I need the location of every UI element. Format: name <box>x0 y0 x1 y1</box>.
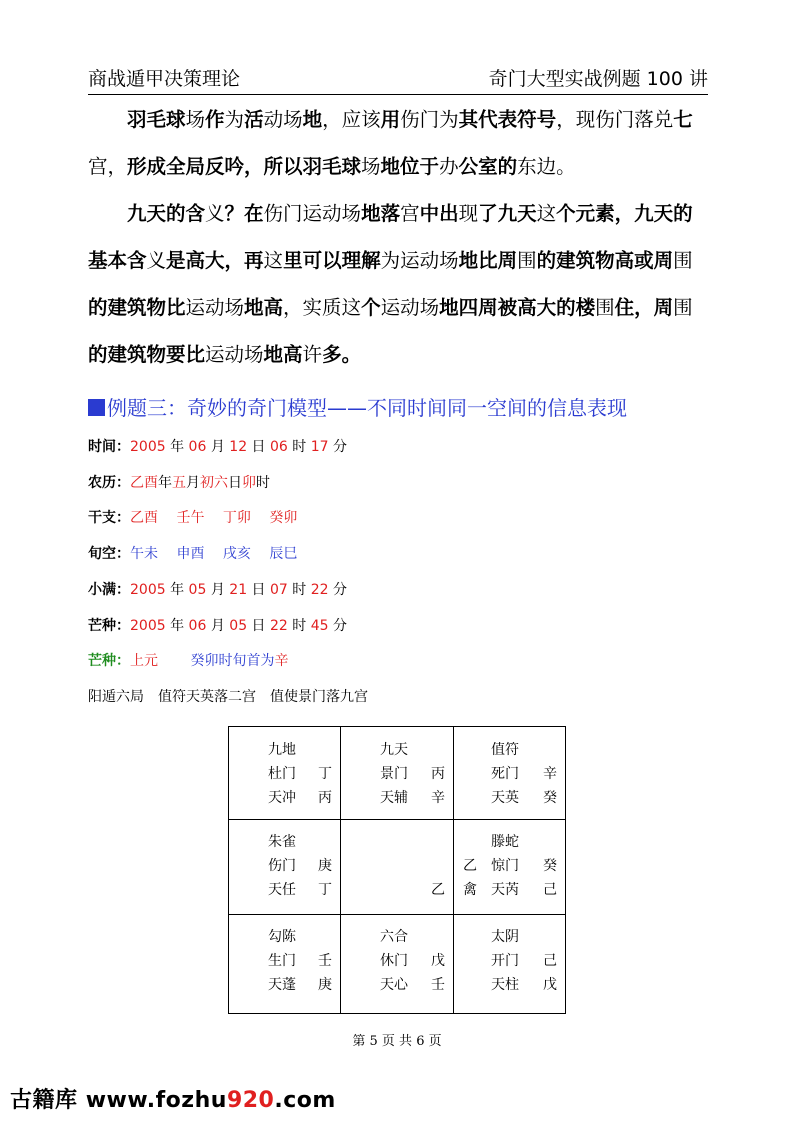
text-run: 义 <box>205 202 225 225</box>
info-label: 干支： <box>88 510 130 527</box>
palace-door-stem: 壬 <box>318 953 332 969</box>
site-logo[interactable] <box>10 1083 336 1114</box>
square-bullet-icon <box>88 399 105 416</box>
info-value: 21 <box>229 581 248 598</box>
qimen-grid <box>228 726 566 1014</box>
palace-cell <box>228 819 340 911</box>
palace-cell <box>340 819 453 911</box>
palace-star-stem: 庚 <box>318 977 332 993</box>
text-run: 地落 <box>361 202 401 225</box>
text-run: 其代表符号 <box>458 108 557 131</box>
text-run: 公室的 <box>458 155 518 178</box>
text-run: 为 <box>224 108 245 131</box>
palace-cell <box>228 727 340 819</box>
info-label: 芒种： <box>88 653 130 670</box>
example-heading-text: 例题三：奇妙的奇门模型——不同时间同一空间的信息表现 <box>107 396 627 420</box>
info-value: 乙酉 壬午 丁卯 癸卯 <box>130 510 298 527</box>
palace-cell <box>228 914 340 1006</box>
palace-door-stem: 己 <box>543 953 557 969</box>
palace-star: 天英 <box>491 790 519 806</box>
palace-door: 惊门 <box>491 858 519 874</box>
palace-star-stem: 丙 <box>318 790 332 806</box>
logo-url-prefix: www.fozhu <box>85 1088 227 1113</box>
info-label: 芒种： <box>88 617 130 634</box>
text-run: 这 <box>263 249 284 272</box>
text-run: 围 <box>595 296 615 319</box>
logo-url-suffix: .com <box>274 1088 336 1113</box>
text-run: 用 <box>380 108 401 131</box>
palace-star: 天蓬 <box>268 977 296 993</box>
info-label: 时间： <box>88 439 130 455</box>
text-run: 办 <box>439 155 459 178</box>
info-line <box>88 507 297 527</box>
palace-god: 朱雀 <box>268 834 296 850</box>
logo-cn: 古籍库 <box>10 1088 78 1113</box>
palace-door-stem: 丙 <box>431 766 445 782</box>
text-run: 是高大，再 <box>166 249 264 272</box>
palace-star: 天心 <box>380 977 408 993</box>
text-run: 形成全局反吟，所以羽毛球 <box>127 155 362 178</box>
ju-line: 阳遁六局 值符天英落二宫 值使景门落九宫 <box>88 689 368 705</box>
palace-cell <box>340 914 453 1006</box>
palace-cell <box>453 914 565 1006</box>
palace-cell <box>453 819 565 911</box>
text-run: 围 <box>673 296 693 319</box>
info-value: 12 <box>229 439 248 455</box>
palace-star-stem: 己 <box>543 882 557 898</box>
text-run: ，现伤门落兑 <box>556 108 674 131</box>
header-title-left: 商战遁甲决策理论 <box>88 68 241 90</box>
palace-star-stem: 癸 <box>543 790 557 806</box>
info-value: 午未 申酉 戌亥 辰巳 <box>130 546 298 563</box>
palace-door-stem: 癸 <box>543 858 557 874</box>
text-run: 多。 <box>322 343 362 366</box>
example-heading <box>88 392 627 421</box>
header-title-right: 奇门大型实战例题 100 讲 <box>488 68 708 90</box>
text-run: 为运动场 <box>380 249 459 272</box>
text-run: 地高 <box>244 296 284 319</box>
text-run: 了九天 <box>478 202 537 225</box>
palace-door-stem: 丁 <box>318 766 332 782</box>
text-run: 地位于 <box>380 155 440 178</box>
info-label: 旬空： <box>88 546 130 563</box>
text-run: 宫 <box>400 202 420 225</box>
text-run: 围 <box>517 249 537 272</box>
palace-cell <box>453 727 565 819</box>
text-run: 的建筑物要比 <box>88 343 206 366</box>
info-value: 日 <box>247 617 271 634</box>
text-run: 东边。 <box>517 155 576 178</box>
info-value: 月 <box>186 474 200 491</box>
palace-star-stem: 丁 <box>318 882 332 898</box>
info-value: 癸卯时旬首为 <box>190 653 275 670</box>
palace-god: 六合 <box>380 929 408 945</box>
text-run: 的建筑物高或周 <box>536 249 674 272</box>
text-run: 活 <box>244 108 264 131</box>
palace-god: 九天 <box>380 742 408 758</box>
info-value: 月 <box>206 439 230 455</box>
info-value: 年 <box>158 474 172 491</box>
palace-star-stem: 乙 <box>431 882 445 898</box>
palace-door: 休门 <box>380 953 408 969</box>
page-header <box>88 64 708 95</box>
info-value: 2005 <box>130 439 166 455</box>
palace-door-stem: 戊 <box>431 953 445 969</box>
info-value: 22 <box>310 581 329 598</box>
palace-door: 伤门 <box>268 858 296 874</box>
palace-star-stem: 戊 <box>543 977 557 993</box>
palace-door: 景门 <box>380 766 408 782</box>
text-run: 地 <box>302 108 323 131</box>
palace-star-stem: 壬 <box>431 977 445 993</box>
palace-door-stem: 辛 <box>543 766 557 782</box>
text-run: 围 <box>673 249 693 272</box>
info-value: 月 <box>206 581 230 598</box>
info-value: 分 <box>328 581 348 598</box>
info-value: 05 <box>229 617 248 634</box>
text-run: ， <box>322 108 342 131</box>
text-run: 个元素，九天的基本含 <box>88 202 693 272</box>
grid-border-right <box>565 727 566 1013</box>
page-footer: 第 5 页 共 6 页 <box>352 1034 442 1049</box>
text-run: 场 <box>185 108 206 131</box>
text-run: 义 <box>146 249 167 272</box>
palace-door-stem: 庚 <box>318 858 332 874</box>
palace-left-mark: 禽 <box>463 882 477 898</box>
info-value: 分 <box>328 439 348 455</box>
text-run: 地四周被高大的楼 <box>439 296 596 319</box>
text-run: 许 <box>302 343 323 366</box>
info-line <box>88 472 270 492</box>
info-value: 分 <box>328 617 348 634</box>
text-run: 运动场 <box>380 296 440 319</box>
palace-god: 值符 <box>491 742 519 758</box>
paragraph-badminton <box>88 96 708 190</box>
text-run: 运动场 <box>205 343 264 366</box>
info-value: 22 <box>270 617 288 634</box>
text-run: ，实质这 <box>283 296 362 319</box>
info-value: 2005 <box>130 581 166 598</box>
palace-cell <box>340 727 453 819</box>
text-run: 地高 <box>263 343 303 366</box>
info-value: 06 <box>270 439 288 455</box>
text-run: 运动场 <box>185 296 245 319</box>
text-run: 九天的含 <box>127 202 206 225</box>
palace-door: 杜门 <box>268 766 296 782</box>
palace-left-mark: 乙 <box>463 858 477 874</box>
palace-star: 天冲 <box>268 790 296 806</box>
text-run: 场 <box>361 155 381 178</box>
paragraph-jiutian <box>88 190 708 378</box>
palace-door: 死门 <box>491 766 519 782</box>
info-value: 06 <box>188 439 207 455</box>
text-run: 的建筑物比 <box>88 296 186 319</box>
text-run: 现 <box>458 202 479 225</box>
palace-star: 天柱 <box>491 977 519 993</box>
palace-star: 天任 <box>268 882 296 898</box>
palace-god: 勾陈 <box>268 929 296 945</box>
info-line <box>88 615 347 635</box>
info-value: 时 <box>287 439 311 455</box>
text-run: 里可以理解 <box>283 249 381 272</box>
info-value: 五 <box>172 474 186 491</box>
info-value: 卯 <box>242 474 256 491</box>
info-line <box>88 543 297 563</box>
palace-door: 生门 <box>268 953 296 969</box>
info-value: 2005 <box>130 617 166 634</box>
info-value: 年 <box>165 581 189 598</box>
info-value: 时 <box>256 474 270 491</box>
info-value: 年 <box>165 617 189 634</box>
info-value: 时 <box>287 617 311 634</box>
text-run: 伤门为 <box>400 108 459 131</box>
info-label: 农历： <box>88 474 130 491</box>
palace-star: 天芮 <box>491 882 519 898</box>
text-run: 应该 <box>341 108 381 131</box>
info-value: 月 <box>206 617 230 634</box>
text-run: 个 <box>361 296 381 319</box>
text-run: 中出 <box>419 202 459 225</box>
palace-god: 太阴 <box>491 929 519 945</box>
info-label: 小满： <box>88 581 130 598</box>
info-value: 上元 <box>130 653 158 670</box>
text-run: 这 <box>536 202 557 225</box>
palace-god: 九地 <box>268 742 296 758</box>
text-run: 宫， <box>88 155 128 178</box>
info-value: 时 <box>287 581 311 598</box>
text-run: 作 <box>205 108 225 131</box>
text-run: 地比周 <box>458 249 518 272</box>
text-run: 住，周 <box>614 296 674 319</box>
info-value: 06 <box>188 617 207 634</box>
info-value: 05 <box>188 581 207 598</box>
info-value: 07 <box>270 581 288 598</box>
info-value: 初六 <box>200 474 228 491</box>
info-value <box>158 653 190 669</box>
info-value: 日 <box>247 439 271 455</box>
info-value: 乙酉 <box>130 474 158 491</box>
logo-url-number: 920 <box>226 1088 275 1113</box>
info-line <box>88 650 288 670</box>
info-value: 年 <box>165 439 189 455</box>
palace-star: 天辅 <box>380 790 408 806</box>
palace-door: 开门 <box>491 953 519 969</box>
info-line <box>88 579 347 599</box>
info-line <box>88 436 347 456</box>
info-value: 45 <box>310 617 329 634</box>
text-run: 伤门运动场 <box>263 202 362 225</box>
info-value: 辛 <box>274 653 289 670</box>
text-run: 羽毛球 <box>127 108 186 131</box>
palace-god: 滕蛇 <box>491 834 519 850</box>
text-run: 动场 <box>263 108 303 131</box>
info-value: 日 <box>247 581 271 598</box>
text-run: 七 <box>673 108 693 131</box>
info-value: 17 <box>310 439 329 455</box>
info-value: 日 <box>228 474 242 491</box>
text-run: ？在 <box>224 202 264 225</box>
palace-star-stem: 辛 <box>431 790 445 806</box>
